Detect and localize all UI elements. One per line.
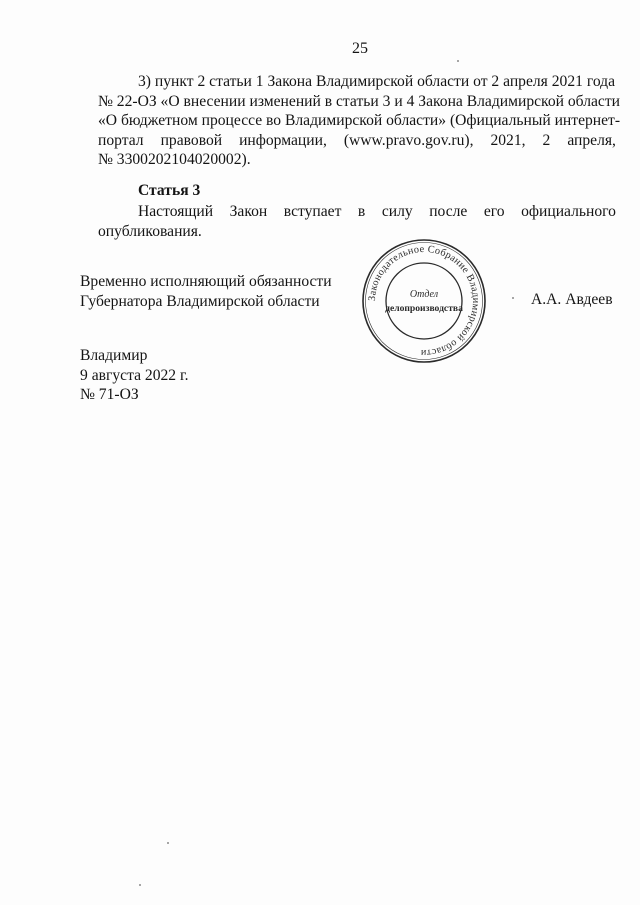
word: информации, <box>239 131 327 149</box>
stamp-inner-ring <box>386 263 462 339</box>
word: силу <box>381 203 413 220</box>
law-number: № 71-ОЗ <box>80 386 139 403</box>
word: 2021, <box>490 131 526 149</box>
date: 9 августа 2022 г. <box>80 366 189 384</box>
scan-speck <box>167 842 169 844</box>
stamp-ring-text: Законодательное Собрание Владимирской области <box>366 243 482 359</box>
signatory-position <box>80 272 332 311</box>
word: Закон <box>229 203 268 220</box>
word: вступает <box>283 203 342 220</box>
scan-speck <box>457 60 459 62</box>
item-3-line-5: № 3300202104020002). <box>98 151 251 168</box>
office-stamp <box>360 237 488 365</box>
word: правовой <box>160 131 223 149</box>
stamp-outer-ring <box>363 240 485 362</box>
stamp-center-line-1: Отдел <box>409 289 439 300</box>
signatory-position-line-1: Временно исполняющий обязанности <box>80 273 332 290</box>
word: его <box>483 203 505 220</box>
word: 2 <box>542 131 551 149</box>
page-number: 25 <box>352 40 368 57</box>
signatory-position-line-2: Губернатора Владимирской области <box>80 292 320 310</box>
scan-speck <box>139 884 141 886</box>
word: портал <box>98 131 144 149</box>
word: Настоящий <box>138 203 214 220</box>
article-line-1 <box>98 202 616 222</box>
item-3-line-1: 3) пункт 2 статьи 1 Закона Владимирской области от 2 апреля 2021 года <box>138 73 616 90</box>
scan-speck <box>512 297 514 299</box>
stamp-outer-ring-thin <box>366 243 483 360</box>
word: в <box>357 203 366 220</box>
word: (www.pravo.gov.ru), <box>343 131 474 149</box>
document-footer <box>80 346 189 405</box>
article-title: Статья 3 <box>138 182 201 199</box>
stamp-center-line-2: делопроизводства <box>385 303 463 314</box>
word: после <box>429 203 468 220</box>
word: официального <box>521 203 616 220</box>
item-3-paragraph <box>98 72 621 170</box>
city: Владимир <box>80 347 148 364</box>
article-line-2: опубликования. <box>98 222 202 240</box>
signatory-name: А.А. Авдеев <box>531 291 613 308</box>
word: апреля, <box>567 131 616 149</box>
item-3-line-4 <box>98 131 616 151</box>
item-3-line-2: № 22-ОЗ «О внесении изменений в статьи 3 и 4 Закона Владимирской области <box>98 92 621 110</box>
item-3-line-3: «О бюджетном процессе во Владимирской области» (Официальный интернет- <box>98 112 621 129</box>
article-paragraph <box>98 202 616 241</box>
